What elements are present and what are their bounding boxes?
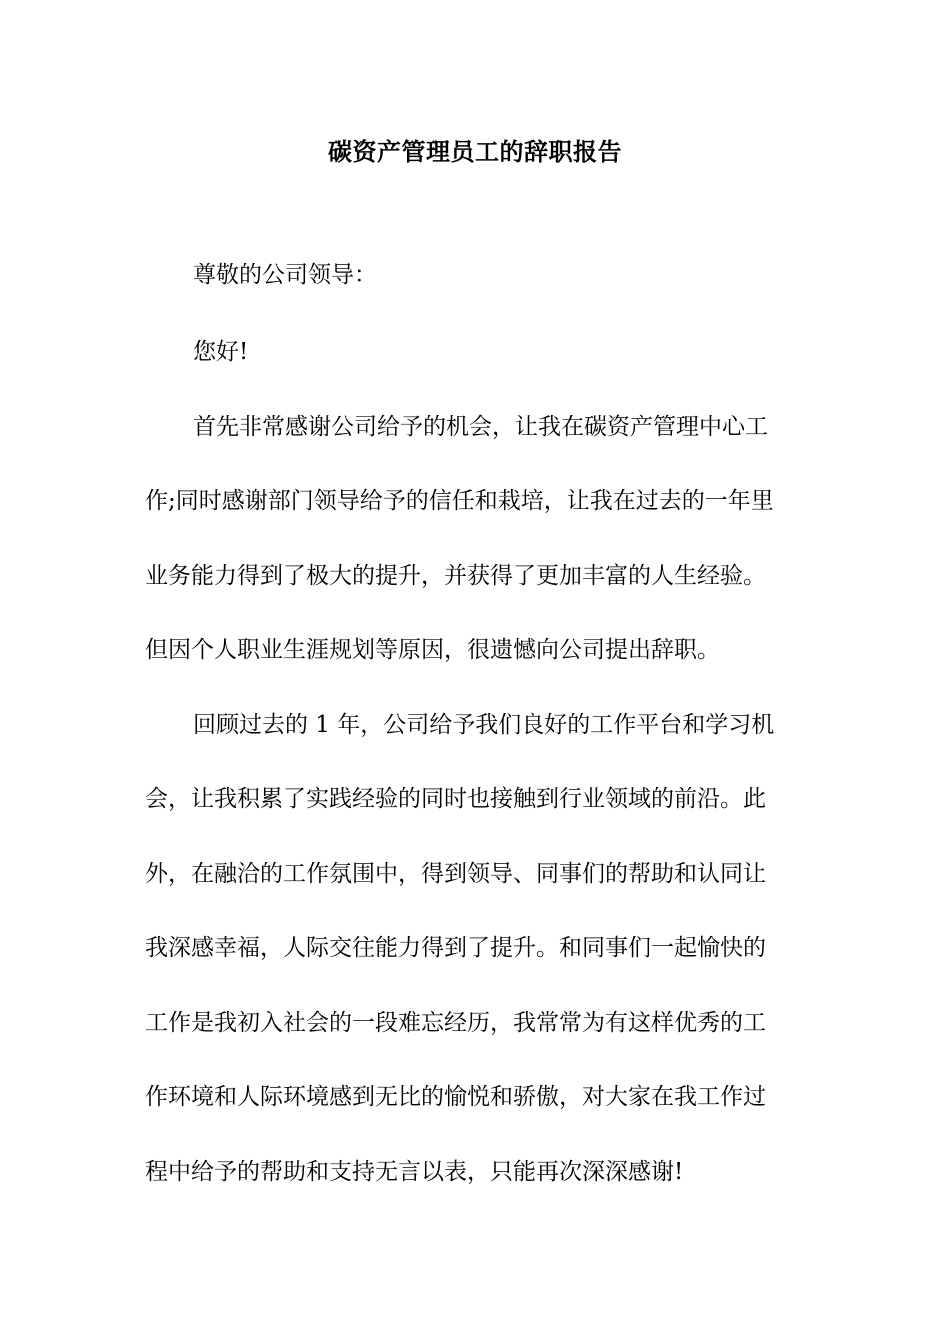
- paragraph-line: 外，在融洽的工作氛围中，得到领导、同事们的帮助和认同让: [145, 861, 766, 887]
- paragraph-line: 工作是我初入社会的一段难忘经历，我常常为有这样优秀的工: [145, 1010, 766, 1036]
- document-title: 碳资产管理员工的辞职报告: [328, 137, 622, 166]
- paragraph-line: 作环境和人际环境感到无比的愉悦和骄傲，对大家在我工作过: [145, 1084, 766, 1110]
- paragraph-line: 首先非常感谢公司给予的机会，让我在碳资产管理中心工: [193, 414, 768, 440]
- paragraph-line: 回顾过去的 1 年，公司给予我们良好的工作平台和学习机: [193, 712, 775, 738]
- greeting-line: 您好!: [193, 339, 249, 365]
- paragraph-line: 我深感幸福，人际交往能力得到了提升。和同事们一起愉快的: [145, 935, 766, 961]
- paragraph-line: 程中给予的帮助和支持无言以表，只能再次深深感谢!: [145, 1159, 684, 1185]
- paragraph-line: 但因个人职业生涯规划等原因，很遗憾向公司提出辞职。: [145, 637, 720, 663]
- paragraph-line: 作;同时感谢部门领导给予的信任和栽培，让我在过去的一年里: [145, 488, 774, 514]
- paragraph-line: 会，让我积累了实践经验的同时也接触到行业领域的前沿。此: [145, 786, 766, 812]
- paragraph-line: 业务能力得到了极大的提升，并获得了更加丰富的人生经验。: [145, 563, 766, 589]
- salutation-line: 尊敬的公司领导：: [193, 262, 377, 288]
